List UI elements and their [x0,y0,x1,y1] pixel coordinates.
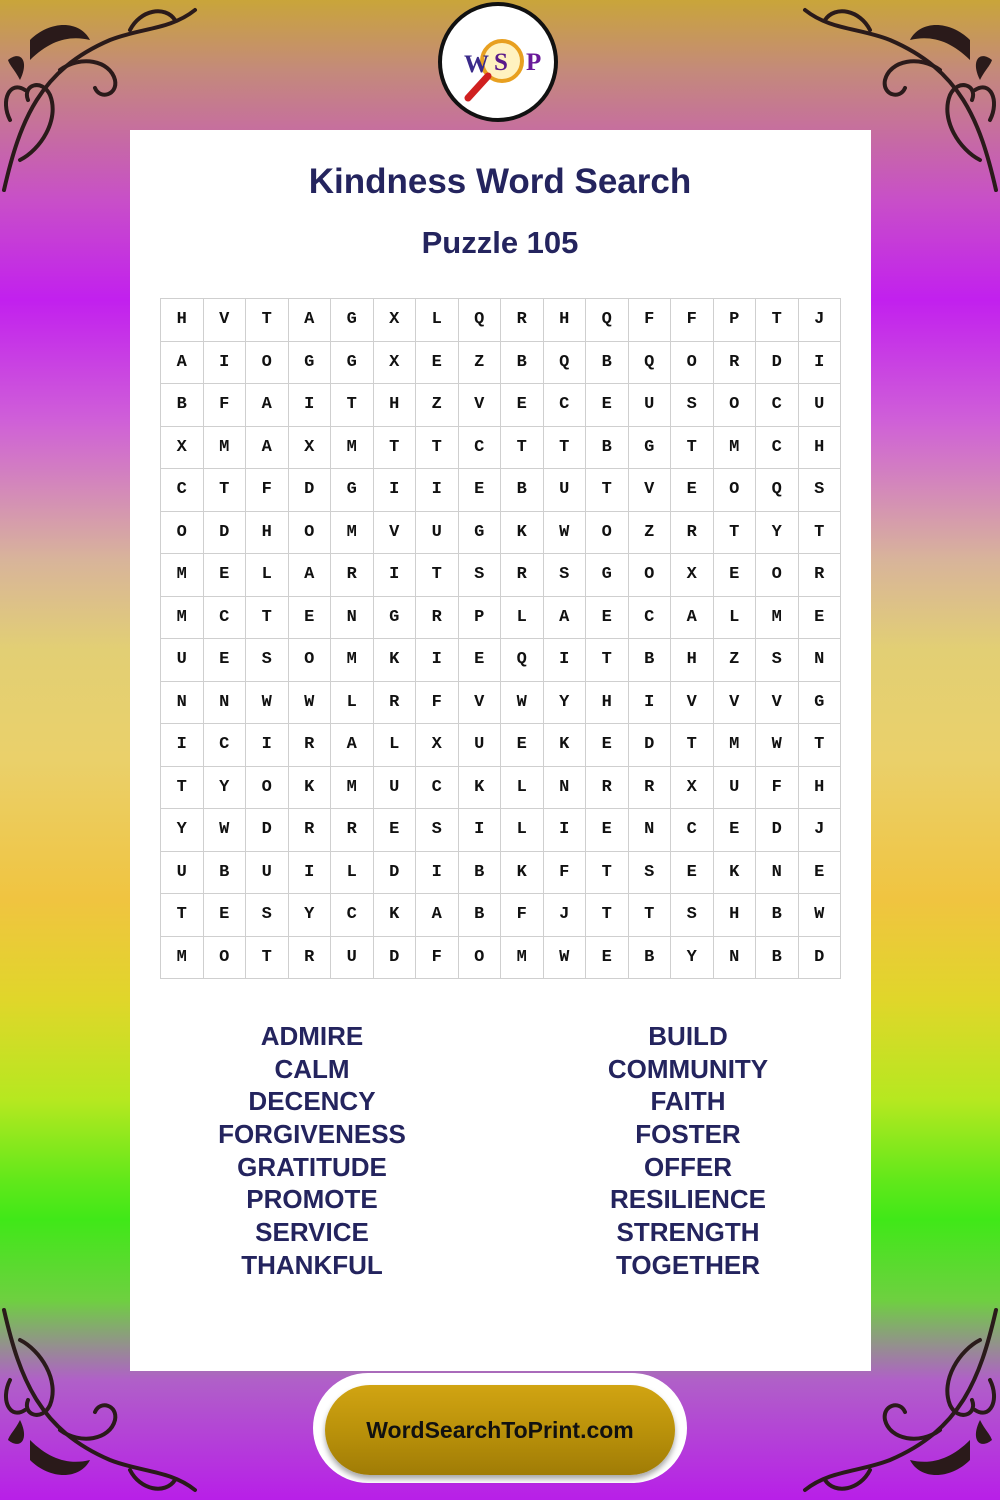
grid-cell[interactable]: E [374,809,417,852]
grid-cell[interactable]: J [799,809,842,852]
grid-cell[interactable]: H [544,299,587,342]
grid-cell[interactable]: I [289,384,332,427]
grid-cell[interactable]: H [799,767,842,810]
grid-cell[interactable]: B [501,342,544,385]
grid-cell[interactable]: X [289,427,332,470]
grid-cell[interactable]: O [714,384,757,427]
grid-cell[interactable]: T [586,852,629,895]
grid-cell[interactable]: L [331,682,374,725]
grid-cell[interactable]: T [714,512,757,555]
grid-cell[interactable]: C [204,724,247,767]
grid-cell[interactable]: U [799,384,842,427]
grid-cell[interactable]: C [756,427,799,470]
grid-cell[interactable]: S [246,639,289,682]
word-list-item: COMMUNITY [607,1053,769,1084]
grid-cell[interactable]: E [799,852,842,895]
grid-cell[interactable]: T [799,724,842,767]
grid-cell[interactable]: Q [756,469,799,512]
grid-cell[interactable]: H [714,894,757,937]
grid-cell[interactable]: L [501,809,544,852]
grid-cell[interactable]: R [799,554,842,597]
magnifier-icon [442,6,554,118]
grid-cell[interactable]: T [204,469,247,512]
grid-cell[interactable]: A [289,299,332,342]
grid-cell[interactable]: T [161,894,204,937]
grid-cell[interactable]: A [246,427,289,470]
grid-cell[interactable]: L [331,852,374,895]
grid-cell[interactable]: N [204,682,247,725]
grid-cell[interactable]: Q [459,299,502,342]
grid-cell[interactable]: S [246,894,289,937]
grid-cell[interactable]: C [629,597,672,640]
grid-cell[interactable]: R [289,724,332,767]
grid-cell[interactable]: E [671,852,714,895]
grid-cell[interactable]: M [331,767,374,810]
grid-cell[interactable]: I [246,724,289,767]
grid-cell[interactable]: H [161,299,204,342]
grid-cell[interactable]: K [459,767,502,810]
grid-cell[interactable]: T [629,894,672,937]
grid-cell[interactable]: J [799,299,842,342]
grid-cell[interactable]: S [756,639,799,682]
grid-cell[interactable]: B [629,937,672,980]
grid-cell[interactable]: T [246,299,289,342]
grid-cell[interactable]: K [501,512,544,555]
grid-cell[interactable]: D [756,342,799,385]
grid-cell[interactable]: T [416,554,459,597]
word-list-item: FAITH [650,1086,726,1117]
grid-cell[interactable]: E [586,809,629,852]
grid-cell[interactable]: O [671,342,714,385]
grid-cell[interactable]: B [586,427,629,470]
grid-cell[interactable]: P [459,597,502,640]
grid-cell[interactable]: C [161,469,204,512]
grid-cell[interactable]: R [331,809,374,852]
grid-cell[interactable]: F [544,852,587,895]
grid-cell[interactable]: S [459,554,502,597]
grid-cell[interactable]: F [204,384,247,427]
grid-cell[interactable]: I [459,809,502,852]
grid-cell[interactable]: M [714,724,757,767]
grid-cell[interactable]: O [756,554,799,597]
grid-cell[interactable]: Q [501,639,544,682]
grid-cell[interactable]: B [501,469,544,512]
grid-cell[interactable]: V [671,682,714,725]
grid-cell[interactable]: I [629,682,672,725]
letter-grid [160,298,841,979]
grid-cell[interactable]: G [331,342,374,385]
grid-cell[interactable]: K [289,767,332,810]
word-list-item: OFFER [643,1151,733,1182]
word-list-item: STRENGTH [616,1217,760,1248]
grid-cell[interactable]: W [544,937,587,980]
grid-cell[interactable]: S [416,809,459,852]
grid-cell[interactable]: E [289,597,332,640]
grid-cell[interactable]: B [629,639,672,682]
grid-cell[interactable]: S [671,894,714,937]
grid-cell[interactable]: B [161,384,204,427]
word-list-item: ADMIRE [260,1021,364,1051]
grid-cell[interactable]: E [416,342,459,385]
grid-cell[interactable]: C [671,809,714,852]
grid-cell[interactable]: T [544,427,587,470]
grid-cell[interactable]: E [501,724,544,767]
grid-cell[interactable]: W [204,809,247,852]
website-button[interactable] [325,1385,675,1475]
grid-cell[interactable]: E [671,469,714,512]
grid-cell[interactable]: L [374,724,417,767]
grid-cell[interactable]: U [629,384,672,427]
grid-cell[interactable]: C [416,767,459,810]
grid-cell[interactable]: C [459,427,502,470]
grid-cell[interactable]: G [331,469,374,512]
word-list-item: PROMOTE [246,1184,378,1215]
grid-cell[interactable]: W [756,724,799,767]
grid-cell[interactable]: N [544,767,587,810]
grid-cell[interactable]: W [799,894,842,937]
grid-cell[interactable]: I [416,852,459,895]
grid-cell[interactable]: B [204,852,247,895]
grid-cell[interactable]: B [459,852,502,895]
word-list-item: GRATITUDE [237,1151,387,1182]
grid-cell[interactable]: I [289,852,332,895]
grid-cell[interactable]: V [204,299,247,342]
logo-letter: W [464,51,489,78]
grid-cell[interactable]: T [799,512,842,555]
grid-cell[interactable]: T [586,639,629,682]
grid-cell[interactable]: D [629,724,672,767]
grid-cell[interactable]: N [629,809,672,852]
grid-cell[interactable]: H [671,639,714,682]
grid-cell[interactable]: U [544,469,587,512]
grid-cell[interactable]: U [161,639,204,682]
grid-cell[interactable]: D [204,512,247,555]
word-list-item: THANKFUL [241,1249,383,1280]
grid-cell[interactable]: R [374,682,417,725]
grid-cell[interactable]: M [756,597,799,640]
logo-letter: P [526,49,542,76]
grid-cell[interactable]: W [289,682,332,725]
grid-cell[interactable]: X [374,342,417,385]
grid-cell[interactable]: Y [204,767,247,810]
grid-cell[interactable]: W [501,682,544,725]
grid-cell[interactable]: I [544,639,587,682]
grid-cell[interactable]: C [544,384,587,427]
grid-cell[interactable]: I [799,342,842,385]
grid-cell[interactable]: K [714,852,757,895]
grid-cell[interactable]: R [586,767,629,810]
grid-cell[interactable]: G [331,299,374,342]
grid-cell[interactable]: T [586,469,629,512]
grid-cell[interactable]: B [756,937,799,980]
grid-cell[interactable]: F [416,682,459,725]
grid-cell[interactable]: T [161,767,204,810]
grid-cell[interactable]: T [586,894,629,937]
grid-cell[interactable]: V [459,384,502,427]
word-list-item: SERVICE [255,1217,369,1248]
grid-cell[interactable]: I [374,469,417,512]
grid-cell[interactable]: M [161,937,204,980]
grid-cell[interactable]: A [246,384,289,427]
grid-cell[interactable]: K [501,852,544,895]
grid-cell[interactable]: W [246,682,289,725]
grid-cell[interactable]: O [629,554,672,597]
grid-cell[interactable]: S [629,852,672,895]
grid-cell[interactable]: V [459,682,502,725]
grid-cell[interactable]: T [331,384,374,427]
word-list-item: DECENCY [248,1086,376,1117]
word-list-item: FOSTER [635,1119,741,1150]
website-label: WordSearchToPrint.com [366,1416,634,1443]
grid-cell[interactable]: M [714,427,757,470]
grid-cell[interactable]: M [501,937,544,980]
grid-cell[interactable]: R [416,597,459,640]
grid-cell[interactable]: A [416,894,459,937]
grid-cell[interactable]: D [246,809,289,852]
grid-cell[interactable]: O [246,342,289,385]
grid-cell[interactable]: C [204,597,247,640]
grid-cell[interactable]: U [161,852,204,895]
grid-cell[interactable]: R [501,299,544,342]
word-list-item: RESILIENCE [609,1184,767,1215]
grid-cell[interactable]: E [204,639,247,682]
grid-cell[interactable]: F [671,299,714,342]
grid-cell[interactable]: L [714,597,757,640]
grid-cell[interactable]: Y [289,894,332,937]
grid-cell[interactable]: X [671,767,714,810]
grid-cell[interactable]: M [161,597,204,640]
grid-cell[interactable]: D [756,809,799,852]
grid-cell[interactable]: T [756,299,799,342]
grid-cell[interactable]: S [671,384,714,427]
grid-cell[interactable]: U [331,937,374,980]
grid-cell[interactable]: M [161,554,204,597]
grid-cell[interactable]: E [586,384,629,427]
grid-cell[interactable]: U [374,767,417,810]
grid-cell[interactable]: I [161,724,204,767]
grid-cell[interactable]: T [416,427,459,470]
grid-cell[interactable]: X [161,427,204,470]
grid-cell[interactable]: S [799,469,842,512]
word-list-item: TOGETHER [616,1249,760,1280]
grid-cell[interactable]: N [161,682,204,725]
grid-cell[interactable]: R [289,937,332,980]
grid-cell[interactable]: T [374,427,417,470]
grid-cell[interactable]: T [501,427,544,470]
grid-cell[interactable]: Y [756,512,799,555]
grid-cell[interactable]: L [246,554,289,597]
grid-cell[interactable]: N [756,852,799,895]
grid-cell[interactable]: M [204,427,247,470]
word-list-item: FORGIVENESS [218,1119,406,1150]
grid-cell[interactable]: R [501,554,544,597]
grid-cell[interactable]: Z [416,384,459,427]
grid-cell[interactable]: F [629,299,672,342]
grid-cell[interactable]: H [246,512,289,555]
grid-cell[interactable]: H [374,384,417,427]
grid-cell[interactable]: Z [459,342,502,385]
grid-cell[interactable]: E [204,894,247,937]
grid-cell[interactable]: M [331,639,374,682]
grid-cell[interactable]: R [289,809,332,852]
grid-cell[interactable]: E [714,554,757,597]
grid-cell[interactable]: R [671,512,714,555]
grid-cell[interactable]: V [756,682,799,725]
grid-cell[interactable]: Z [629,512,672,555]
grid-cell[interactable]: Q [586,299,629,342]
grid-cell[interactable]: R [629,767,672,810]
grid-cell[interactable]: F [501,894,544,937]
grid-cell[interactable]: D [374,937,417,980]
grid-cell[interactable]: G [799,682,842,725]
grid-cell[interactable]: E [714,809,757,852]
logo-letter: S [494,49,508,76]
grid-cell[interactable]: D [289,469,332,512]
grid-cell[interactable]: G [459,512,502,555]
grid-cell[interactable]: E [459,639,502,682]
grid-cell[interactable]: R [331,554,374,597]
grid-cell[interactable]: G [586,554,629,597]
grid-cell[interactable]: O [586,512,629,555]
grid-cell[interactable]: E [586,724,629,767]
grid-cell[interactable]: T [671,724,714,767]
grid-cell[interactable]: I [416,639,459,682]
grid-cell[interactable]: S [544,554,587,597]
grid-cell[interactable]: L [501,767,544,810]
grid-cell[interactable]: F [416,937,459,980]
grid-cell[interactable]: L [416,299,459,342]
grid-cell[interactable]: R [714,342,757,385]
grid-cell[interactable]: E [586,597,629,640]
grid-cell[interactable]: Y [544,682,587,725]
grid-cell[interactable]: N [331,597,374,640]
grid-cell[interactable]: F [246,469,289,512]
wsp-logo[interactable] [438,2,558,122]
grid-cell[interactable]: E [586,937,629,980]
page-title: Kindness Word Search [308,162,692,201]
grid-cell[interactable]: O [204,937,247,980]
grid-cell[interactable]: N [714,937,757,980]
grid-cell[interactable]: G [289,342,332,385]
grid-cell[interactable]: H [799,427,842,470]
grid-cell[interactable]: E [459,469,502,512]
grid-cell[interactable]: H [586,682,629,725]
grid-cell[interactable]: Q [544,342,587,385]
grid-cell[interactable]: W [544,512,587,555]
grid-cell[interactable]: D [799,937,842,980]
grid-cell[interactable]: M [331,427,374,470]
grid-cell[interactable]: I [374,554,417,597]
grid-cell[interactable]: X [671,554,714,597]
word-list-left [182,1020,442,1282]
word-list-item: BUILD [648,1021,728,1051]
grid-cell[interactable]: N [799,639,842,682]
grid-cell[interactable]: U [416,512,459,555]
grid-cell[interactable]: O [289,512,332,555]
grid-cell[interactable]: C [756,384,799,427]
grid-cell[interactable]: O [459,937,502,980]
grid-cell[interactable]: U [246,852,289,895]
grid-cell[interactable]: U [714,767,757,810]
grid-cell[interactable]: X [416,724,459,767]
grid-cell[interactable]: E [501,384,544,427]
grid-cell[interactable]: P [714,299,757,342]
grid-cell[interactable]: F [756,767,799,810]
grid-cell[interactable]: I [544,809,587,852]
grid-cell[interactable]: V [374,512,417,555]
grid-cell[interactable]: K [374,639,417,682]
grid-cell[interactable]: A [161,342,204,385]
grid-cell[interactable]: A [544,597,587,640]
puzzle-number: Puzzle 105 [421,225,579,260]
grid-cell[interactable]: O [161,512,204,555]
grid-cell[interactable]: K [544,724,587,767]
grid-cell[interactable]: Y [671,937,714,980]
grid-cell[interactable]: J [544,894,587,937]
grid-cell[interactable]: O [246,767,289,810]
word-list-right [558,1020,818,1282]
grid-cell[interactable]: E [204,554,247,597]
grid-cell[interactable]: B [586,342,629,385]
grid-cell[interactable]: T [671,427,714,470]
grid-cell[interactable]: G [374,597,417,640]
grid-cell[interactable]: U [459,724,502,767]
grid-cell[interactable]: T [246,597,289,640]
grid-cell[interactable]: M [331,512,374,555]
grid-cell[interactable]: T [246,937,289,980]
grid-cell[interactable]: O [714,469,757,512]
grid-cell[interactable]: G [629,427,672,470]
grid-cell[interactable]: D [374,852,417,895]
word-list-item: CALM [274,1053,350,1084]
grid-cell[interactable]: O [289,639,332,682]
grid-cell[interactable]: I [204,342,247,385]
grid-cell[interactable]: Y [161,809,204,852]
grid-cell[interactable]: A [331,724,374,767]
grid-cell[interactable]: Z [714,639,757,682]
grid-cell[interactable]: B [756,894,799,937]
grid-cell[interactable]: V [629,469,672,512]
grid-cell[interactable]: A [289,554,332,597]
grid-cell[interactable]: E [799,597,842,640]
grid-cell[interactable]: B [459,894,502,937]
grid-cell[interactable]: C [331,894,374,937]
grid-cell[interactable]: K [374,894,417,937]
grid-cell[interactable]: Q [629,342,672,385]
grid-cell[interactable]: L [501,597,544,640]
grid-cell[interactable]: V [714,682,757,725]
grid-cell[interactable]: A [671,597,714,640]
grid-cell[interactable]: I [416,469,459,512]
grid-cell[interactable]: X [374,299,417,342]
